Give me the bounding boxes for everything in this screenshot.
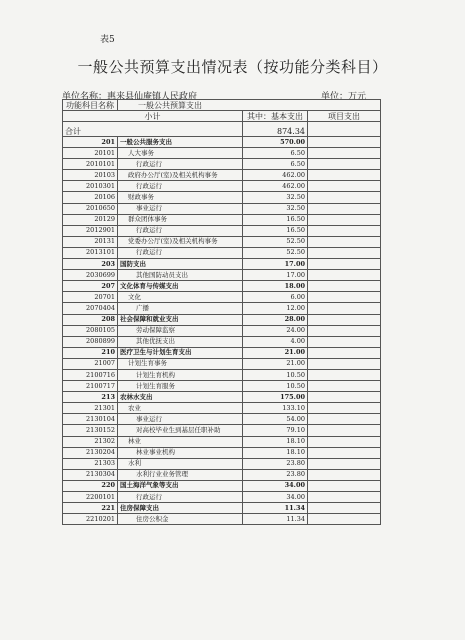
row-amount: 17.00 <box>243 270 308 281</box>
row-project <box>308 480 381 491</box>
row-name: 计划生育机构 <box>118 369 243 380</box>
row-code: 207 <box>63 281 118 292</box>
table-row <box>63 247 381 258</box>
row-name: 政府办公厅(室)及相关机构事务 <box>118 170 243 181</box>
row-code: 2012901 <box>63 225 118 236</box>
row-code: 2010650 <box>63 203 118 214</box>
header-subtotal: 小计 <box>63 111 243 122</box>
row-project <box>308 303 381 314</box>
row-amount: 10.50 <box>243 381 308 392</box>
row-amount: 18.10 <box>243 447 308 458</box>
row-project <box>308 281 381 292</box>
row-code: 2070404 <box>63 303 118 314</box>
table-row <box>63 303 381 314</box>
row-code: 2200101 <box>63 492 118 503</box>
header-project: 项目支出 <box>308 111 381 122</box>
table-row <box>63 458 381 469</box>
row-name: 林业事业机构 <box>118 447 243 458</box>
row-code: 203 <box>63 259 118 270</box>
row-code: 2010101 <box>63 159 118 170</box>
row-name: 文化体育与传媒支出 <box>118 281 243 292</box>
row-amount: 175.00 <box>243 392 308 403</box>
row-code: 21007 <box>63 358 118 369</box>
table-row <box>63 148 381 159</box>
row-name: 农林水支出 <box>118 392 243 403</box>
table-row <box>63 447 381 458</box>
table-row <box>63 336 381 347</box>
row-code: 2100717 <box>63 381 118 392</box>
row-amount: 54.00 <box>243 414 308 425</box>
row-project <box>308 469 381 480</box>
row-code: 21303 <box>63 458 118 469</box>
row-project <box>308 347 381 358</box>
table-row <box>63 469 381 480</box>
row-code: 220 <box>63 480 118 491</box>
unit-name: 单位名称：惠来县仙庵镇人民政府 <box>62 92 198 102</box>
row-project <box>308 203 381 214</box>
row-code: 221 <box>63 503 118 514</box>
row-project <box>308 392 381 403</box>
total-row <box>63 122 381 137</box>
total-project <box>308 122 381 137</box>
row-amount: 462.00 <box>243 181 308 192</box>
row-name: 水利 <box>118 458 243 469</box>
row-project <box>308 458 381 469</box>
total-amount: 874.34 <box>243 122 308 137</box>
row-project <box>308 425 381 436</box>
row-amount: 18.00 <box>243 281 308 292</box>
row-project <box>308 137 381 148</box>
row-name: 其他优抚支出 <box>118 336 243 347</box>
table-row <box>63 203 381 214</box>
row-code: 208 <box>63 314 118 325</box>
row-project <box>308 270 381 281</box>
row-amount: 16.50 <box>243 225 308 236</box>
row-code: 2210201 <box>63 514 118 525</box>
row-amount: 12.00 <box>243 303 308 314</box>
row-name: 行政运行 <box>118 492 243 503</box>
row-name: 住房保障支出 <box>118 503 243 514</box>
row-code: 21302 <box>63 436 118 447</box>
row-amount: 52.50 <box>243 247 308 258</box>
table-row <box>63 514 381 525</box>
table-row <box>63 181 381 192</box>
row-code: 2080899 <box>63 336 118 347</box>
row-name: 一般公共服务支出 <box>118 137 243 148</box>
row-amount: 24.00 <box>243 325 308 336</box>
row-amount: 32.50 <box>243 192 308 203</box>
header-expenditure: 一般公共预算支出 <box>118 100 381 111</box>
row-code: 2130304 <box>63 469 118 480</box>
row-amount: 32.50 <box>243 203 308 214</box>
row-code: 2080105 <box>63 325 118 336</box>
row-project <box>308 358 381 369</box>
row-project <box>308 381 381 392</box>
row-project <box>308 336 381 347</box>
row-name: 劳动保障监察 <box>118 325 243 336</box>
row-code: 21301 <box>63 403 118 414</box>
row-amount: 6.00 <box>243 292 308 303</box>
row-project <box>308 159 381 170</box>
row-project <box>308 148 381 159</box>
row-name: 人大事务 <box>118 148 243 159</box>
row-name: 国土海洋气象等支出 <box>118 480 243 491</box>
table-row <box>63 369 381 380</box>
row-name: 医疗卫生与计划生育支出 <box>118 347 243 358</box>
row-amount: 21.00 <box>243 358 308 369</box>
row-name: 党委办公厅(室)及相关机构事务 <box>118 236 243 247</box>
row-name: 群众团体事务 <box>118 214 243 225</box>
row-name: 计划生育事务 <box>118 358 243 369</box>
row-code: 210 <box>63 347 118 358</box>
table-row <box>63 137 381 148</box>
row-project <box>308 259 381 270</box>
table-row <box>63 259 381 270</box>
expenditure-table <box>62 99 381 525</box>
row-code: 20106 <box>63 192 118 203</box>
row-amount: 79.10 <box>243 425 308 436</box>
row-name: 农业 <box>118 403 243 414</box>
row-amount: 6.50 <box>243 159 308 170</box>
row-name: 行政运行 <box>118 225 243 236</box>
table-number: 表5 <box>100 35 115 45</box>
table-row <box>63 325 381 336</box>
row-project <box>308 403 381 414</box>
row-project <box>308 369 381 380</box>
row-amount: 133.10 <box>243 403 308 414</box>
row-code: 20103 <box>63 170 118 181</box>
row-project <box>308 514 381 525</box>
row-project <box>308 225 381 236</box>
table-row <box>63 436 381 447</box>
row-amount: 570.00 <box>243 137 308 148</box>
table-row <box>63 314 381 325</box>
row-project <box>308 247 381 258</box>
row-amount: 18.10 <box>243 436 308 447</box>
row-project <box>308 414 381 425</box>
row-name: 事业运行 <box>118 414 243 425</box>
row-amount: 462.00 <box>243 170 308 181</box>
row-amount: 11.34 <box>243 503 308 514</box>
row-project <box>308 236 381 247</box>
row-name: 计划生育服务 <box>118 381 243 392</box>
row-code: 201 <box>63 137 118 148</box>
row-amount: 52.50 <box>243 236 308 247</box>
row-name: 林业 <box>118 436 243 447</box>
row-project <box>308 447 381 458</box>
table-row <box>63 347 381 358</box>
row-code: 2010301 <box>63 181 118 192</box>
row-code: 20131 <box>63 236 118 247</box>
table-row <box>63 392 381 403</box>
row-code: 2130104 <box>63 414 118 425</box>
row-amount: 23.80 <box>243 458 308 469</box>
header-function-name: 功能科目名称 <box>63 100 118 111</box>
row-amount: 34.00 <box>243 480 308 491</box>
row-project <box>308 314 381 325</box>
row-name: 文化 <box>118 292 243 303</box>
row-code: 2130204 <box>63 447 118 458</box>
row-name: 水利行业业务管理 <box>118 469 243 480</box>
table-row <box>63 225 381 236</box>
table-row <box>63 381 381 392</box>
row-name: 其他国防动员支出 <box>118 270 243 281</box>
table-row <box>63 425 381 436</box>
table-row <box>63 236 381 247</box>
row-amount: 23.80 <box>243 469 308 480</box>
table-row <box>63 403 381 414</box>
row-amount: 10.50 <box>243 369 308 380</box>
table-row <box>63 358 381 369</box>
row-code: 2030699 <box>63 270 118 281</box>
table-row <box>63 281 381 292</box>
total-label: 合计 <box>63 122 243 137</box>
header-row-1 <box>63 100 381 111</box>
table-row <box>63 414 381 425</box>
row-amount: 4.00 <box>243 336 308 347</box>
row-code: 213 <box>63 392 118 403</box>
row-amount: 16.50 <box>243 214 308 225</box>
row-name: 行政运行 <box>118 181 243 192</box>
table-row <box>63 492 381 503</box>
row-name: 行政运行 <box>118 159 243 170</box>
row-name: 社会保障和就业支出 <box>118 314 243 325</box>
row-code: 2013101 <box>63 247 118 258</box>
table-row <box>63 292 381 303</box>
row-project <box>308 436 381 447</box>
table-row <box>63 170 381 181</box>
row-name: 财政事务 <box>118 192 243 203</box>
row-project <box>308 492 381 503</box>
table-row <box>63 192 381 203</box>
row-name: 对高校毕业生到基层任职补助 <box>118 425 243 436</box>
row-project <box>308 214 381 225</box>
row-amount: 17.00 <box>243 259 308 270</box>
row-code: 20129 <box>63 214 118 225</box>
row-project <box>308 192 381 203</box>
row-name: 事业运行 <box>118 203 243 214</box>
table-row <box>63 270 381 281</box>
row-project <box>308 181 381 192</box>
document-title: 一般公共预算支出情况表（按功能分类科目） <box>77 58 388 76</box>
row-code: 2100716 <box>63 369 118 380</box>
row-amount: 34.00 <box>243 492 308 503</box>
row-code: 20101 <box>63 148 118 159</box>
row-amount: 21.00 <box>243 347 308 358</box>
header-basic: 其中：基本支出 <box>243 111 308 122</box>
row-code: 20701 <box>63 292 118 303</box>
row-name: 广播 <box>118 303 243 314</box>
table-row <box>63 159 381 170</box>
row-name: 住房公积金 <box>118 514 243 525</box>
row-project <box>308 503 381 514</box>
row-amount: 28.00 <box>243 314 308 325</box>
header-row-2 <box>63 111 381 122</box>
row-amount: 11.34 <box>243 514 308 525</box>
table-row <box>63 480 381 491</box>
currency-unit: 单位：万元 <box>321 92 367 102</box>
row-code: 2130152 <box>63 425 118 436</box>
table-row <box>63 214 381 225</box>
row-name: 行政运行 <box>118 247 243 258</box>
row-project <box>308 170 381 181</box>
table-row <box>63 503 381 514</box>
row-project <box>308 325 381 336</box>
row-project <box>308 292 381 303</box>
row-amount: 6.50 <box>243 148 308 159</box>
row-name: 国防支出 <box>118 259 243 270</box>
